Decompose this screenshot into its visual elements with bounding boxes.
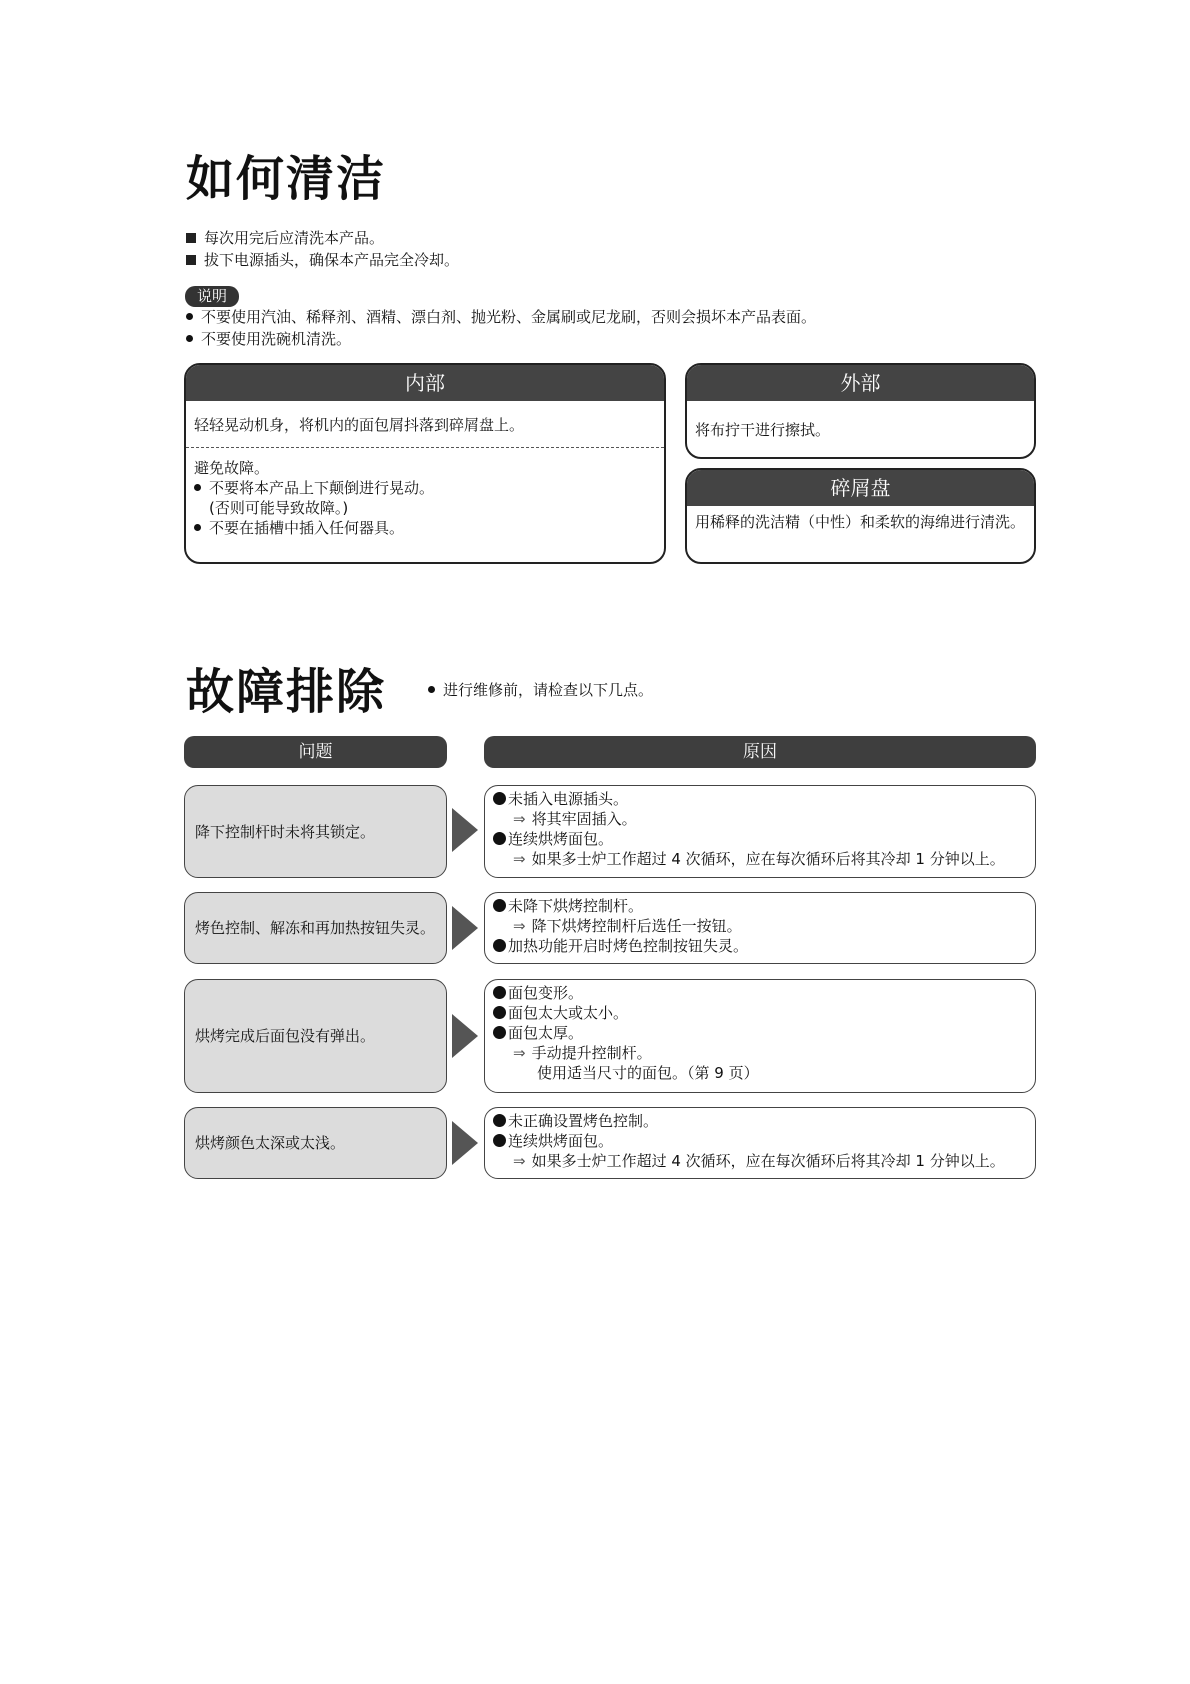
column-header-cause: 原因 <box>484 736 1036 768</box>
outer-panel <box>685 363 1036 459</box>
tray-panel-title: 碎屑盘 <box>687 470 1034 506</box>
bullet-icon <box>493 986 506 999</box>
bullet-icon <box>493 792 506 805</box>
bullet-icon <box>493 899 506 912</box>
problem-cell: 烘烤颜色太深或太浅。 <box>184 1107 447 1179</box>
triangle-arrow-icon <box>452 906 478 950</box>
right-arrow-icon: ⇒ <box>513 850 526 868</box>
square-bullet-icon <box>186 233 196 243</box>
warn-item-sub: (否则可能导致故障。) <box>209 499 349 517</box>
cause-cell: 面包变形。 面包太大或太小。 面包太厚。 ⇒ 手动提升控制杆。 使用适当尺寸的面包。（第 9 页） <box>484 979 1036 1093</box>
problem-cell: 降下控制杆时未将其锁定。 <box>184 785 447 878</box>
problem-cell: 烤色控制、解冻和再加热按钮失灵。 <box>184 892 447 964</box>
inner-panel-text: 轻轻晃动机身，将机内的面包屑抖落到碎屑盘上。 <box>194 415 525 434</box>
warn-item: 不要将本产品上下颠倒进行晃动。 <box>194 478 656 498</box>
bullet-icon <box>493 1114 506 1127</box>
problem-cell: 烘烤完成后面包没有弹出。 <box>184 979 447 1093</box>
note-item: 不要使用汽油、稀释剂、酒精、漂白剂、抛光粉、金属刷或尼龙刷，否则会损坏本产品表面。 <box>186 307 816 328</box>
bullet-icon <box>493 939 506 952</box>
right-arrow-icon: ⇒ <box>513 1152 526 1170</box>
triangle-arrow-icon <box>452 808 478 852</box>
inner-panel <box>184 363 666 564</box>
tray-panel <box>685 468 1036 564</box>
cause-sub-line: 使用适当尺寸的面包。（第 9 页） <box>537 1064 759 1082</box>
tray-panel-text: 用稀释的洗洁精（中性）和柔软的海绵进行清洗。 <box>695 513 1026 531</box>
outer-panel-text: 将布拧干进行擦拭。 <box>695 420 831 439</box>
right-arrow-icon: ⇒ <box>513 917 526 935</box>
bullet-icon <box>493 1026 506 1039</box>
inner-panel-warnings <box>186 448 664 538</box>
outer-panel-title: 外部 <box>687 365 1034 401</box>
right-arrow-icon: ⇒ <box>513 1044 526 1062</box>
bullet-icon <box>428 686 435 693</box>
square-bullet-icon <box>186 255 196 265</box>
bullet-icon <box>493 1134 506 1147</box>
triangle-arrow-icon <box>452 1014 478 1058</box>
bullet-icon <box>186 313 193 320</box>
cause-cell: 未正确设置烤色控制。 连续烘烤面包。 ⇒ 如果多士炉工作超过 4 次循环，应在每次循环后将其冷却 1 分钟以上。 <box>484 1107 1036 1179</box>
right-arrow-icon: ⇒ <box>513 810 526 828</box>
triangle-arrow-icon <box>452 1121 478 1165</box>
bullet-icon <box>186 335 193 342</box>
bullet-icon <box>493 1006 506 1019</box>
inner-panel-title: 内部 <box>186 365 664 401</box>
cleaning-title: 如何清洁 <box>186 151 387 207</box>
warn-item: 不要在插槽中插入任何器具。 <box>194 518 656 538</box>
trouble-intro: 进行维修前，请检查以下几点。 <box>428 680 653 701</box>
bullet-icon <box>194 524 201 531</box>
note-item: 不要使用洗碗机清洗。 <box>186 329 351 350</box>
note-badge: 说明 <box>185 286 239 307</box>
column-header-problem: 问题 <box>184 736 447 768</box>
cause-cell: 未插入电源插头。 ⇒ 将其牢固插入。 连续烘烤面包。 ⇒ 如果多士炉工作超过 4 次循环，应在每次循环后将其冷却 1 分钟以上。 <box>484 785 1036 878</box>
warn-heading: 避免故障。 <box>194 459 270 477</box>
bullet-icon <box>493 832 506 845</box>
cleaning-bullet: 拔下电源插头，确保本产品完全冷却。 <box>186 250 459 271</box>
bullet-icon <box>194 484 201 491</box>
trouble-title: 故障排除 <box>186 664 387 720</box>
cause-cell: 未降下烘烤控制杆。 ⇒ 降下烘烤控制杆后选任一按钮。 加热功能开启时烤色控制按钮失灵。 <box>484 892 1036 964</box>
cleaning-bullet: 每次用完后应清洗本产品。 <box>186 228 384 249</box>
